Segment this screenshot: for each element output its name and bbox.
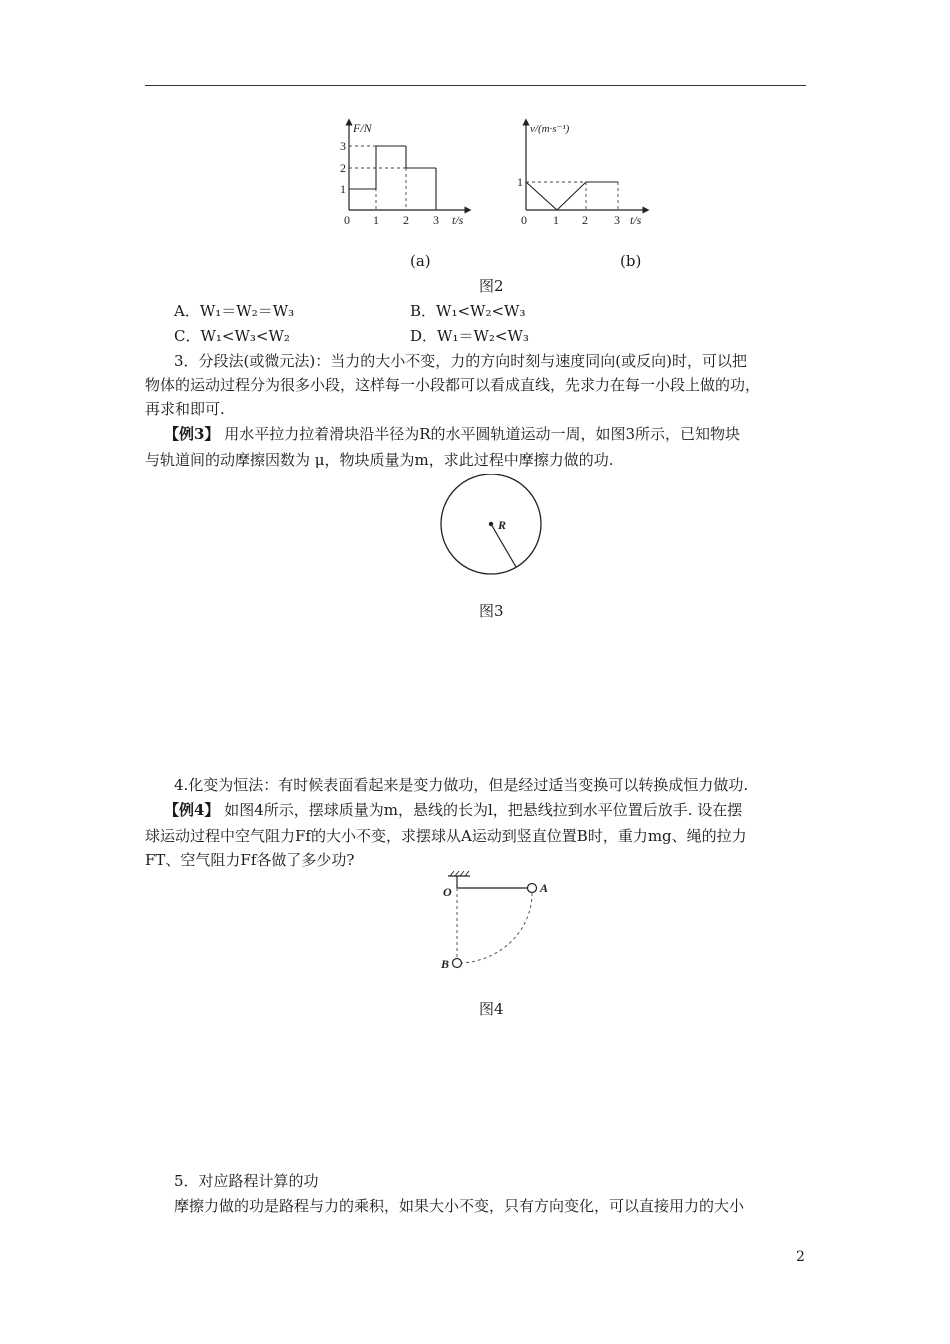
y-tick-1: 1 bbox=[340, 182, 346, 196]
example-4-line-1 bbox=[164, 800, 742, 820]
x-tick-2: 2 bbox=[582, 213, 588, 227]
option-b-label: B． bbox=[410, 302, 437, 320]
x-tick-2: 2 bbox=[403, 213, 409, 227]
example-3-line-1 bbox=[164, 424, 740, 444]
section-3-line-2: 物体的运动过程分为很多小段，这样每一小段都可以看成直线，先求力在每一小段上做的功， bbox=[145, 376, 761, 394]
example-3-tag: 【例3】 bbox=[164, 425, 220, 443]
radius-label: R bbox=[498, 518, 507, 532]
label-b: B bbox=[441, 957, 450, 971]
section-5-line-1: 摩擦力做的功是路程与力的乘积，如果大小不变，只有方向变化，可以直接用力的大小 bbox=[174, 1197, 745, 1215]
x-tick-1: 1 bbox=[553, 213, 559, 227]
example-4-line-2: 球运动过程中空气阻力Ff的大小不变，求摆球从A运动到竖直位置B时，重力mg、绳的拉力 bbox=[145, 827, 747, 845]
figure-4-caption: 图4 bbox=[479, 1000, 504, 1018]
figure-2b-velocity-graph bbox=[498, 118, 658, 233]
header-rule bbox=[145, 85, 806, 86]
x-axis-label: t/s bbox=[452, 213, 464, 227]
x-tick-3: 3 bbox=[614, 213, 620, 227]
swing-arc bbox=[462, 893, 532, 963]
x-tick-3: 3 bbox=[433, 213, 439, 227]
option-b-text: W₁<W₂<W₃ bbox=[436, 302, 526, 320]
x-tick-1: 1 bbox=[373, 213, 379, 227]
example-4-tag: 【例4】 bbox=[164, 801, 220, 819]
option-c-text: W₁<W₃<W₂ bbox=[200, 327, 290, 345]
velocity-curve bbox=[526, 182, 618, 210]
example-3-text-1: 用水平拉力拉着滑块沿半径为R的水平圆轨道运动一周，如图3所示，已知物块 bbox=[219, 425, 741, 443]
figure-2a-sublabel: (a) bbox=[410, 252, 431, 270]
y-axis-label: F/N bbox=[353, 121, 372, 135]
section-4-line-1: 4.化变为恒法：有时候表面看起来是变力做功，但是经过适当变换可以转换成恒力做功. bbox=[174, 776, 749, 794]
page-number: 2 bbox=[796, 1249, 805, 1265]
option-a-text: W₁＝W₂＝W₃ bbox=[199, 302, 295, 320]
option-d-label: D． bbox=[410, 327, 438, 345]
option-c bbox=[174, 326, 290, 346]
section-3-line-1: 3．分段法(或微元法)：当力的大小不变，力的方向时刻与速度同向(或反向)时，可以把 bbox=[174, 352, 747, 370]
x-axis-label: t/s bbox=[630, 213, 642, 227]
ball-b bbox=[453, 959, 462, 968]
y-tick-1: 1 bbox=[517, 175, 523, 189]
example-4-text-1: 如图4所示，摆球质量为m，悬线的长为l，把悬线拉到水平位置后放手. 设在摆 bbox=[219, 801, 743, 819]
label-a: A bbox=[540, 881, 549, 895]
figure-2a-force-graph bbox=[320, 118, 480, 233]
figure-3-circle-track bbox=[436, 474, 546, 578]
option-d bbox=[410, 326, 529, 346]
example-4-line-3: FT、空气阻力Ff各做了多少功? bbox=[145, 851, 355, 869]
y-tick-3: 3 bbox=[340, 139, 346, 153]
example-3-line-2: 与轨道间的动摩擦因数为 μ，物块质量为m，求此过程中摩擦力做的功. bbox=[145, 451, 614, 469]
label-o: O bbox=[443, 885, 452, 899]
figure-2-caption: 图2 bbox=[479, 277, 504, 295]
y-tick-2: 2 bbox=[340, 161, 346, 175]
x-tick-0: 0 bbox=[521, 213, 527, 227]
figure-3-caption: 图3 bbox=[479, 602, 504, 620]
section-3-line-3: 再求和即可. bbox=[145, 400, 225, 418]
option-d-text: W₁＝W₂<W₃ bbox=[437, 327, 529, 345]
option-a bbox=[174, 301, 294, 321]
y-axis-label: v/(m·s⁻¹) bbox=[530, 123, 570, 135]
figure-4-pendulum bbox=[436, 870, 556, 974]
option-b bbox=[410, 301, 525, 321]
figure-2b-sublabel: (b) bbox=[620, 252, 642, 270]
option-c-label: C． bbox=[174, 327, 201, 345]
ball-a bbox=[528, 884, 537, 893]
section-5-title: 5．对应路程计算的功 bbox=[174, 1172, 319, 1190]
x-tick-0: 0 bbox=[344, 213, 350, 227]
option-a-label: A． bbox=[174, 302, 200, 320]
